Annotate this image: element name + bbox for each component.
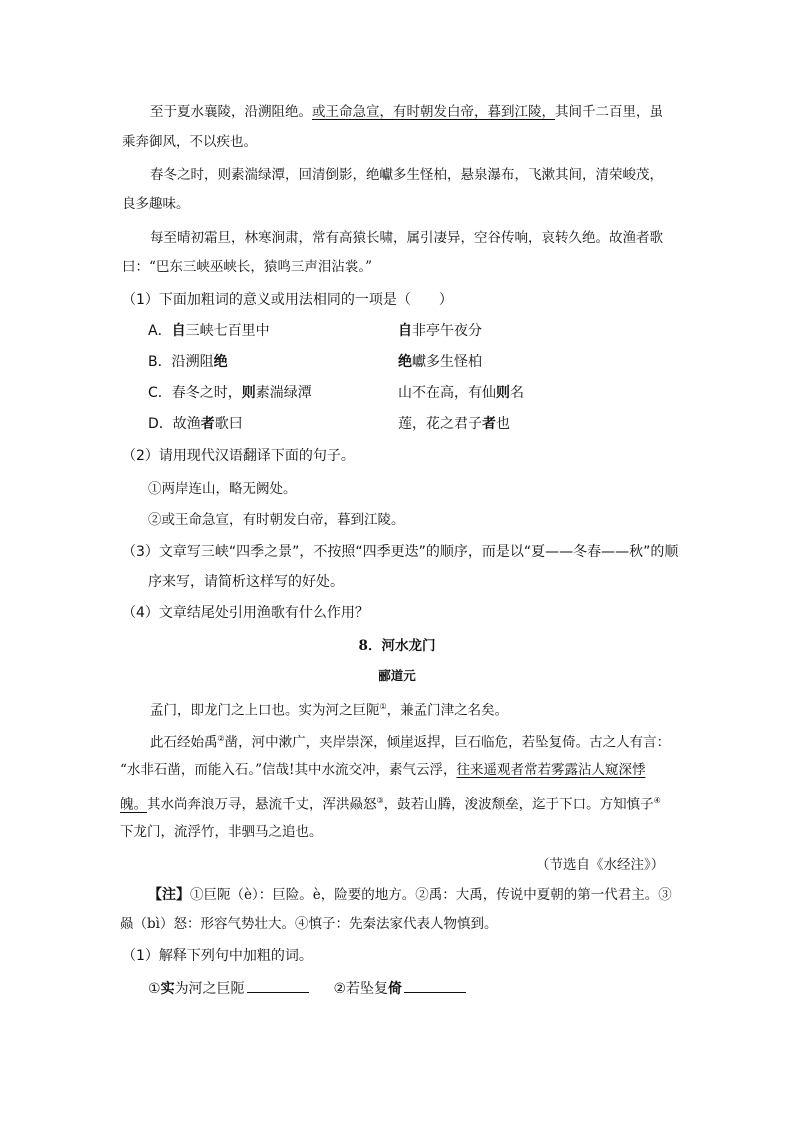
passage-line: 每至晴初霜旦，林寒涧肃，常有高猿长啸，属引凄异，空谷传响，哀转久绝。故渔者歌 <box>150 230 663 246</box>
text: 其间千二百里，虽 <box>555 104 663 120</box>
underlined-text: 往来遥观者常若雾露沾人窥深悸 <box>456 762 646 778</box>
option-a-left: A．自三峡七百里中 <box>148 323 270 339</box>
underlined-text: 或王命急宣，有时朝发白帝，暮到江陵， <box>312 104 555 120</box>
passage-line: 春冬之时，则素湍绿潭，回清倒影，绝巘多生怪柏，悬泉瀑布，飞漱其间，清荣峻茂， <box>150 167 663 183</box>
option-c-right: 山不在高，有仙则名 <box>398 385 524 401</box>
note-line: 【注】①巨阨（è）：巨险。è，险要的地方。②禹：大禹，传说中夏朝的第一代君主。③ <box>148 887 672 903</box>
section-author: 郦道元 <box>378 668 416 683</box>
option-d-right: 莲，花之君子者也 <box>398 416 510 432</box>
passage-line: 此石经始禹②凿，河中漱广，夹岸崇深，倾崖返捍，巨石临危，若坠复倚。古之人有言： <box>150 734 671 751</box>
question-8-1-stem: （1）解释下列句中加粗的词。 <box>122 948 313 964</box>
passage-line: 孟门，即龙门之上口也。实为河之巨阨①，兼孟门津之名矣。 <box>150 702 509 719</box>
note-line: 赑（bì）怒：形容气势壮大。④慎子：先秦法家代表人物慎到。 <box>120 916 498 932</box>
answer-blank-2[interactable] <box>404 978 466 993</box>
answer-blank-1[interactable] <box>247 978 309 993</box>
source-citation: （节选自《水经注》） <box>536 857 665 873</box>
text: 至于夏水襄陵，沿溯阻绝。 <box>150 104 312 120</box>
question-2-sentence-1: ①两岸连山，略无阙处。 <box>148 481 297 497</box>
footnote-ref: ④ <box>653 796 661 805</box>
option-d-left: D．故渔者歌曰 <box>148 416 243 432</box>
note-label: 【注】 <box>148 887 190 903</box>
underlined-text: 魄。 <box>120 796 147 813</box>
option-c-left: C．春冬之时，则素湍绿潭 <box>148 385 312 401</box>
option-b-right: 绝巘多生怪柏 <box>398 354 482 370</box>
passage-line: “水非石凿，而能入石。”信哉!其中水流交冲，素气云浮，往来遥观者常若雾露沾人窥深悸 <box>120 762 646 778</box>
passage-line: 曰：“巴东三峡巫峡长，猿鸣三声泪沾裳。” <box>122 259 373 275</box>
passage-line: 下龙门，流浮竹，非驷马之追也。 <box>120 824 323 840</box>
option-b-left: B．沿溯阻绝 <box>148 354 228 370</box>
question-1-stem: （1）下面加粗词的意义或用法相同的一项是（ ） <box>122 292 453 308</box>
passage-line <box>150 102 663 122</box>
footnote-ref: ① <box>379 702 387 711</box>
question-2-stem: （2）请用现代汉语翻译下面的句子。 <box>122 448 355 464</box>
passage-line: 乘奔御风，不以疾也。 <box>122 134 257 150</box>
footnote-ref: ③ <box>376 796 384 805</box>
passage-line: 魄。其水尚奔浪万寻，悬流千丈，浑洪赑怒③，鼓若山腾，浚波颓垒，迄于下口。方知慎子④ <box>120 796 661 813</box>
question-8-1-items: ①实为河之巨阨 ②若坠复倚 <box>148 978 466 999</box>
section-title: 8．河水龙门 <box>358 638 436 654</box>
option-a-right: 自非亭午夜分 <box>398 323 482 339</box>
question-2-sentence-2: ②或王命急宣，有时朝发白帝，暮到江陵。 <box>148 512 405 528</box>
passage-line: 良多趣味。 <box>122 196 190 212</box>
question-4-stem: （4）文章结尾处引用渔歌有什么作用？ <box>122 605 369 621</box>
question-3-line: 序来写，请简析这样写的好处。 <box>148 574 344 590</box>
question-3-line: （3）文章写三峡“四季之景”，不按照“四季更迭”的顺序，而是以“夏——冬春——秋”的顺 <box>122 544 679 560</box>
footnote-ref: ② <box>217 734 225 743</box>
